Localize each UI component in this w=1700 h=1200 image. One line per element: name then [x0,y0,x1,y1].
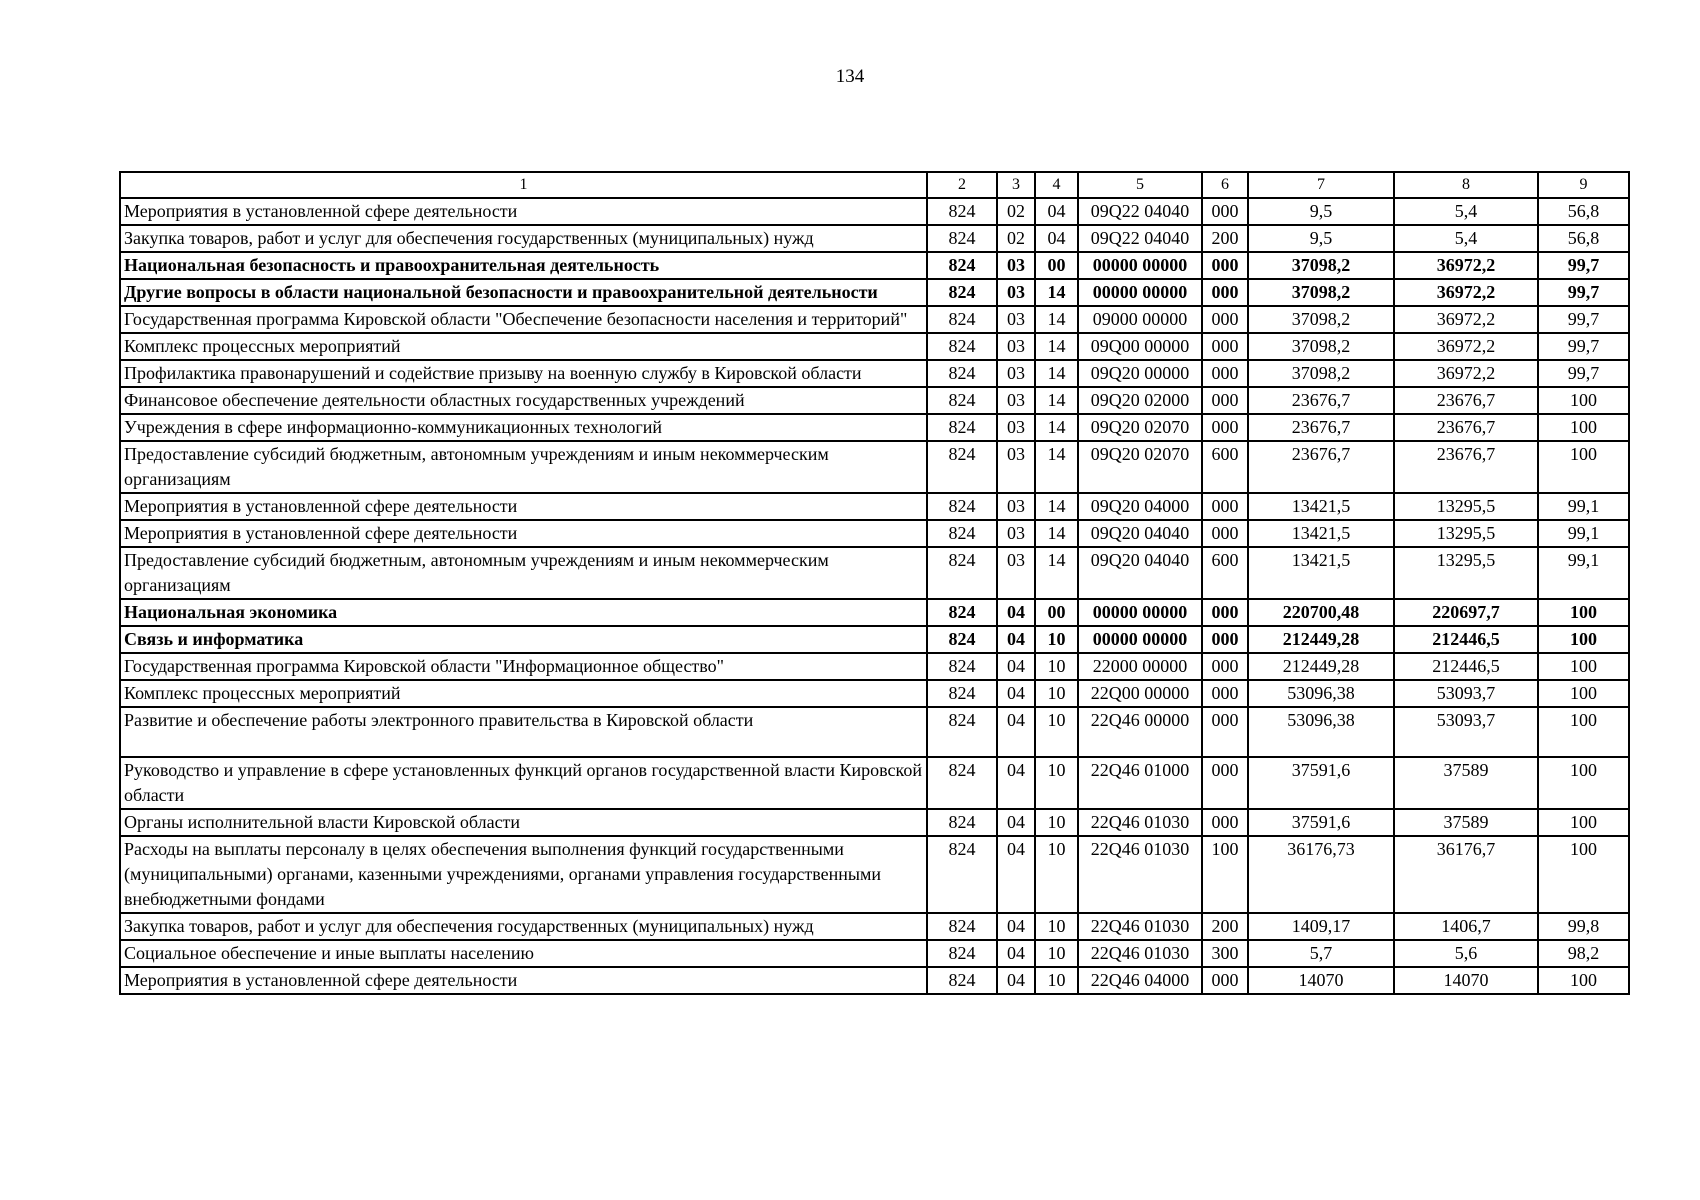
target-article-cell: 09Q20 04040 [1078,520,1202,547]
subsection-cell: 04 [1035,225,1078,252]
section-cell: 04 [997,809,1035,836]
expense-type-cell: 000 [1202,757,1248,809]
table-row [120,680,1629,707]
subsection-cell: 14 [1035,333,1078,360]
row-name-cell: Развитие и обеспечение работы электронного правительства в Кировской области [120,707,927,757]
column-header: 2 [927,172,997,198]
table-row [120,940,1629,967]
expense-type-cell: 000 [1202,414,1248,441]
target-article-cell: 22Q46 01030 [1078,809,1202,836]
expense-type-cell: 000 [1202,279,1248,306]
ministry-code-cell: 824 [927,836,997,913]
planned-amount-cell: 37591,6 [1248,809,1394,836]
row-name-cell: Государственная программа Кировской области "Обеспечение безопасности населения и территорий" [120,306,927,333]
section-cell: 04 [997,680,1035,707]
column-header: 6 [1202,172,1248,198]
subsection-cell: 00 [1035,599,1078,626]
table-row [120,547,1629,599]
percent-cell: 99,7 [1538,360,1629,387]
section-cell: 04 [997,707,1035,757]
row-name-cell: Закупка товаров, работ и услуг для обеспечения государственных (муниципальных) нужд [120,225,927,252]
table-row [120,653,1629,680]
actual-amount-cell: 23676,7 [1394,387,1538,414]
ministry-code-cell: 824 [927,441,997,493]
actual-amount-cell: 53093,7 [1394,707,1538,757]
percent-cell: 99,1 [1538,547,1629,599]
target-article-cell: 22Q46 04000 [1078,967,1202,994]
column-header: 4 [1035,172,1078,198]
table-row [120,967,1629,994]
section-cell: 03 [997,306,1035,333]
table-row [120,913,1629,940]
ministry-code-cell: 824 [927,599,997,626]
column-header: 7 [1248,172,1394,198]
subsection-cell: 14 [1035,414,1078,441]
subsection-cell: 04 [1035,198,1078,225]
target-article-cell: 00000 00000 [1078,279,1202,306]
subsection-cell: 14 [1035,493,1078,520]
section-cell: 04 [997,940,1035,967]
ministry-code-cell: 824 [927,940,997,967]
table-row [120,836,1629,913]
row-name-cell: Социальное обеспечение и иные выплаты населению [120,940,927,967]
section-cell: 04 [997,967,1035,994]
percent-cell: 100 [1538,653,1629,680]
ministry-code-cell: 824 [927,360,997,387]
subsection-cell: 10 [1035,680,1078,707]
planned-amount-cell: 37098,2 [1248,333,1394,360]
subsection-cell: 14 [1035,547,1078,599]
section-cell: 03 [997,252,1035,279]
planned-amount-cell: 13421,5 [1248,547,1394,599]
table-row [120,387,1629,414]
table-row [120,707,1629,757]
expense-type-cell: 100 [1202,836,1248,913]
target-article-cell: 09Q20 00000 [1078,360,1202,387]
actual-amount-cell: 23676,7 [1394,441,1538,493]
target-article-cell: 09Q22 04040 [1078,198,1202,225]
row-name-cell: Расходы на выплаты персоналу в целях обеспечения выполнения функций государственными (муниципальными) органами, казенными учреждениями, органами управления государственными внебюджетными фондами [120,836,927,913]
percent-cell: 99,1 [1538,520,1629,547]
table-row [120,198,1629,225]
section-cell: 03 [997,547,1035,599]
row-name-cell: Национальная безопасность и правоохранительная деятельность [120,252,927,279]
row-name-cell: Органы исполнительной власти Кировской области [120,809,927,836]
row-name-cell: Финансовое обеспечение деятельности областных государственных учреждений [120,387,927,414]
expense-type-cell: 000 [1202,653,1248,680]
target-article-cell: 09Q00 00000 [1078,333,1202,360]
target-article-cell: 22Q46 00000 [1078,707,1202,757]
percent-cell: 99,1 [1538,493,1629,520]
planned-amount-cell: 37098,2 [1248,360,1394,387]
table-row [120,306,1629,333]
planned-amount-cell: 9,5 [1248,198,1394,225]
percent-cell: 100 [1538,707,1629,757]
table-row [120,360,1629,387]
ministry-code-cell: 824 [927,967,997,994]
actual-amount-cell: 5,6 [1394,940,1538,967]
column-header: 1 [120,172,927,198]
percent-cell: 56,8 [1538,225,1629,252]
target-article-cell: 22000 00000 [1078,653,1202,680]
target-article-cell: 22Q46 01000 [1078,757,1202,809]
expense-type-cell: 000 [1202,809,1248,836]
actual-amount-cell: 53093,7 [1394,680,1538,707]
actual-amount-cell: 220697,7 [1394,599,1538,626]
actual-amount-cell: 36972,2 [1394,252,1538,279]
actual-amount-cell: 36972,2 [1394,360,1538,387]
actual-amount-cell: 36176,7 [1394,836,1538,913]
column-header: 3 [997,172,1035,198]
row-name-cell: Государственная программа Кировской области "Информационное общество" [120,653,927,680]
planned-amount-cell: 220700,48 [1248,599,1394,626]
planned-amount-cell: 23676,7 [1248,414,1394,441]
ministry-code-cell: 824 [927,252,997,279]
ministry-code-cell: 824 [927,680,997,707]
expense-type-cell: 000 [1202,198,1248,225]
ministry-code-cell: 824 [927,387,997,414]
table-row [120,414,1629,441]
actual-amount-cell: 36972,2 [1394,279,1538,306]
ministry-code-cell: 824 [927,225,997,252]
section-cell: 02 [997,198,1035,225]
subsection-cell: 10 [1035,967,1078,994]
ministry-code-cell: 824 [927,653,997,680]
table-header-row [120,172,1629,198]
row-name-cell: Предоставление субсидий бюджетным, автономным учреждениям и иным некоммерческим организациям [120,547,927,599]
planned-amount-cell: 37098,2 [1248,306,1394,333]
target-article-cell: 09Q20 04040 [1078,547,1202,599]
actual-amount-cell: 36972,2 [1394,306,1538,333]
subsection-cell: 00 [1035,252,1078,279]
target-article-cell: 00000 00000 [1078,599,1202,626]
expense-type-cell: 000 [1202,493,1248,520]
table-row [120,279,1629,306]
actual-amount-cell: 1406,7 [1394,913,1538,940]
ministry-code-cell: 824 [927,707,997,757]
target-article-cell: 09Q20 02000 [1078,387,1202,414]
row-name-cell: Профилактика правонарушений и содействие призыву на военную службу в Кировской области [120,360,927,387]
section-cell: 04 [997,599,1035,626]
target-article-cell: 09Q22 04040 [1078,225,1202,252]
table-row [120,441,1629,493]
row-name-cell: Национальная экономика [120,599,927,626]
table-row [120,252,1629,279]
section-cell: 03 [997,387,1035,414]
table-row [120,333,1629,360]
target-article-cell: 22Q46 01030 [1078,836,1202,913]
row-name-cell: Мероприятия в установленной сфере деятельности [120,493,927,520]
row-name-cell: Учреждения в сфере информационно-коммуникационных технологий [120,414,927,441]
row-name-cell: Связь и информатика [120,626,927,653]
expense-type-cell: 000 [1202,707,1248,757]
planned-amount-cell: 37098,2 [1248,252,1394,279]
percent-cell: 100 [1538,387,1629,414]
section-cell: 03 [997,520,1035,547]
table-row [120,626,1629,653]
ministry-code-cell: 824 [927,547,997,599]
actual-amount-cell: 37589 [1394,757,1538,809]
actual-amount-cell: 14070 [1394,967,1538,994]
expense-type-cell: 000 [1202,599,1248,626]
table-row [120,757,1629,809]
row-name-cell: Другие вопросы в области национальной безопасности и правоохранительной деятельности [120,279,927,306]
ministry-code-cell: 824 [927,279,997,306]
subsection-cell: 14 [1035,360,1078,387]
row-name-cell: Мероприятия в установленной сфере деятельности [120,967,927,994]
planned-amount-cell: 212449,28 [1248,653,1394,680]
subsection-cell: 10 [1035,626,1078,653]
target-article-cell: 22Q46 01030 [1078,940,1202,967]
percent-cell: 99,7 [1538,252,1629,279]
column-header: 9 [1538,172,1629,198]
subsection-cell: 10 [1035,809,1078,836]
percent-cell: 100 [1538,414,1629,441]
table-body [120,198,1629,994]
planned-amount-cell: 14070 [1248,967,1394,994]
section-cell: 04 [997,836,1035,913]
expense-type-cell: 000 [1202,333,1248,360]
expense-type-cell: 200 [1202,913,1248,940]
section-cell: 03 [997,493,1035,520]
planned-amount-cell: 212449,28 [1248,626,1394,653]
percent-cell: 100 [1538,809,1629,836]
column-header: 8 [1394,172,1538,198]
ministry-code-cell: 824 [927,913,997,940]
subsection-cell: 14 [1035,306,1078,333]
target-article-cell: 09Q20 04000 [1078,493,1202,520]
percent-cell: 100 [1538,757,1629,809]
actual-amount-cell: 13295,5 [1394,520,1538,547]
percent-cell: 99,7 [1538,279,1629,306]
percent-cell: 99,7 [1538,333,1629,360]
section-cell: 03 [997,360,1035,387]
expense-type-cell: 000 [1202,626,1248,653]
subsection-cell: 10 [1035,836,1078,913]
row-name-cell: Мероприятия в установленной сфере деятельности [120,520,927,547]
percent-cell: 99,8 [1538,913,1629,940]
planned-amount-cell: 23676,7 [1248,441,1394,493]
table-row [120,493,1629,520]
planned-amount-cell: 37591,6 [1248,757,1394,809]
actual-amount-cell: 37589 [1394,809,1538,836]
ministry-code-cell: 824 [927,198,997,225]
row-name-cell: Мероприятия в установленной сфере деятельности [120,198,927,225]
expense-type-cell: 000 [1202,680,1248,707]
percent-cell: 56,8 [1538,198,1629,225]
subsection-cell: 10 [1035,913,1078,940]
planned-amount-cell: 53096,38 [1248,680,1394,707]
section-cell: 02 [997,225,1035,252]
planned-amount-cell: 5,7 [1248,940,1394,967]
ministry-code-cell: 824 [927,493,997,520]
expense-type-cell: 600 [1202,547,1248,599]
subsection-cell: 10 [1035,940,1078,967]
ministry-code-cell: 824 [927,757,997,809]
expense-type-cell: 000 [1202,306,1248,333]
percent-cell: 100 [1538,599,1629,626]
subsection-cell: 14 [1035,520,1078,547]
table-row [120,225,1629,252]
planned-amount-cell: 37098,2 [1248,279,1394,306]
target-article-cell: 09000 00000 [1078,306,1202,333]
actual-amount-cell: 5,4 [1394,198,1538,225]
target-article-cell: 00000 00000 [1078,626,1202,653]
percent-cell: 100 [1538,967,1629,994]
percent-cell: 100 [1538,626,1629,653]
planned-amount-cell: 36176,73 [1248,836,1394,913]
expense-type-cell: 000 [1202,252,1248,279]
planned-amount-cell: 53096,38 [1248,707,1394,757]
expense-type-cell: 300 [1202,940,1248,967]
ministry-code-cell: 824 [927,809,997,836]
page-number: 134 [835,66,865,87]
table-row [120,520,1629,547]
table-row [120,809,1629,836]
ministry-code-cell: 824 [927,626,997,653]
percent-cell: 99,7 [1538,306,1629,333]
subsection-cell: 10 [1035,707,1078,757]
budget-table [119,171,1630,995]
expense-type-cell: 000 [1202,967,1248,994]
section-cell: 03 [997,414,1035,441]
actual-amount-cell: 13295,5 [1394,547,1538,599]
section-cell: 03 [997,279,1035,306]
expense-type-cell: 200 [1202,225,1248,252]
planned-amount-cell: 13421,5 [1248,520,1394,547]
planned-amount-cell: 23676,7 [1248,387,1394,414]
target-article-cell: 09Q20 02070 [1078,414,1202,441]
ministry-code-cell: 824 [927,333,997,360]
ministry-code-cell: 824 [927,414,997,441]
planned-amount-cell: 9,5 [1248,225,1394,252]
actual-amount-cell: 212446,5 [1394,626,1538,653]
section-cell: 04 [997,626,1035,653]
actual-amount-cell: 212446,5 [1394,653,1538,680]
subsection-cell: 10 [1035,653,1078,680]
actual-amount-cell: 23676,7 [1394,414,1538,441]
percent-cell: 100 [1538,680,1629,707]
percent-cell: 100 [1538,836,1629,913]
ministry-code-cell: 824 [927,306,997,333]
percent-cell: 98,2 [1538,940,1629,967]
row-name-cell: Комплекс процессных мероприятий [120,680,927,707]
section-cell: 04 [997,913,1035,940]
row-name-cell: Комплекс процессных мероприятий [120,333,927,360]
target-article-cell: 09Q20 02070 [1078,441,1202,493]
subsection-cell: 10 [1035,757,1078,809]
row-name-cell: Предоставление субсидий бюджетным, автономным учреждениям и иным некоммерческим организациям [120,441,927,493]
expense-type-cell: 600 [1202,441,1248,493]
table-row [120,599,1629,626]
planned-amount-cell: 13421,5 [1248,493,1394,520]
ministry-code-cell: 824 [927,520,997,547]
row-name-cell: Закупка товаров, работ и услуг для обеспечения государственных (муниципальных) нужд [120,913,927,940]
section-cell: 03 [997,333,1035,360]
section-cell: 04 [997,757,1035,809]
expense-type-cell: 000 [1202,360,1248,387]
subsection-cell: 14 [1035,387,1078,414]
column-header: 5 [1078,172,1202,198]
row-name-cell: Руководство и управление в сфере установленных функций органов государственной власти Кировской области [120,757,927,809]
actual-amount-cell: 36972,2 [1394,333,1538,360]
expense-type-cell: 000 [1202,520,1248,547]
actual-amount-cell: 5,4 [1394,225,1538,252]
actual-amount-cell: 13295,5 [1394,493,1538,520]
target-article-cell: 22Q46 01030 [1078,913,1202,940]
planned-amount-cell: 1409,17 [1248,913,1394,940]
target-article-cell: 22Q00 00000 [1078,680,1202,707]
percent-cell: 100 [1538,441,1629,493]
subsection-cell: 14 [1035,441,1078,493]
target-article-cell: 00000 00000 [1078,252,1202,279]
section-cell: 03 [997,441,1035,493]
section-cell: 04 [997,653,1035,680]
subsection-cell: 14 [1035,279,1078,306]
expense-type-cell: 000 [1202,387,1248,414]
